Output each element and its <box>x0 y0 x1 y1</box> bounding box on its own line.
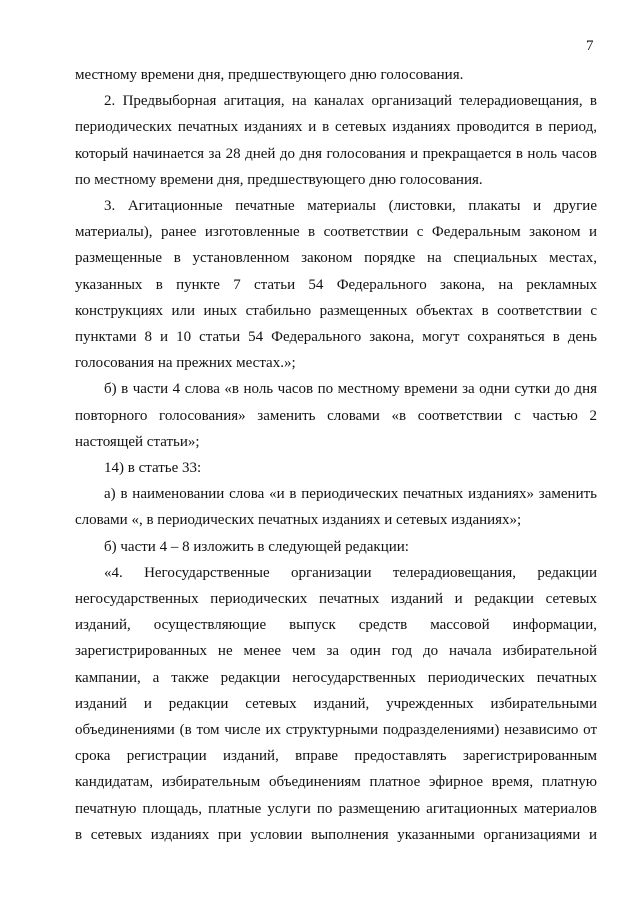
text-line: пунктами 8 и 10 статьи 54 Федерального закона, могут сохраняться в день <box>75 329 597 345</box>
text-line: негосударственных периодических печатных изданий и редакции сетевых <box>75 591 597 607</box>
text-line: 2. Предвыборная агитация, на каналах организаций телерадиовещания, в <box>104 93 597 110</box>
text-line: 3. Агитационные печатные материалы (листовки, плакаты и другие <box>104 198 597 214</box>
text-line: местному времени дня, предшествующего дню голосования. <box>75 67 464 83</box>
text-line: кандидатам, избирательным объединениям платное эфирное время, платную <box>75 774 597 791</box>
text-line: объединениями (в том числе их структурными подразделениями) независимо от <box>75 722 597 738</box>
text-line: б) части 4 – 8 изложить в следующей редакции: <box>104 538 409 555</box>
text-line: «4. Негосударственные организации телерадиовещания, редакции <box>104 564 597 581</box>
text-line: в сетевых изданиях при условии выполнения указанными организациями и <box>75 826 597 843</box>
text-line: печатную площадь, платные услуги по размещению агитационных материалов <box>75 800 597 817</box>
text-line: указанных в пункте 7 статьи 54 Федерального закона, на рекламных <box>75 276 597 293</box>
text-line: конструкциях или иных стабильно размещенных объектах в соответствии с <box>75 302 597 319</box>
text-line: голосования на прежних местах.»; <box>75 355 296 372</box>
text-line: изданий, осуществляющие выпуск средств массовой информации, <box>75 617 597 634</box>
text-line: периодических печатных изданиях и в сетевых изданиях проводится в период, <box>75 119 597 136</box>
text-line: по местному времени дня, предшествующего дню голосования. <box>75 171 483 188</box>
text-line: словами «, в периодических печатных изданиях и сетевых изданиях»; <box>75 512 522 529</box>
text-line: 14) в статье 33: <box>104 460 202 476</box>
text-line: размещенные в установленном законом порядке на специальных местах, <box>75 250 597 267</box>
text-line: а) в наименовании слова «и в периодических печатных изданиях» заменить <box>104 486 597 503</box>
text-line: материалы), ранее изготовленные в соответствии с Федеральным законом и <box>75 224 597 241</box>
text-line: повторного голосования» заменить словами «в соответствии с частью 2 <box>75 407 597 424</box>
text-line: б) в части 4 слова «в ноль часов по местному времени за одни сутки до дня <box>104 381 597 398</box>
text-line: зарегистрированных не менее чем за один год до начала избирательной <box>75 643 597 660</box>
text-line: который начинается за 28 дней до дня голосования и прекращается в ноль часов <box>75 145 597 162</box>
text-line: настоящей статьи»; <box>75 433 200 450</box>
text-line: срока регистрации изданий, вправе предоставлять зарегистрированным <box>75 748 597 765</box>
text-line: изданий и редакции сетевых изданий, учрежденных избирательными <box>75 695 597 712</box>
page-number: 7 <box>586 38 594 54</box>
text-line: кампании, а также редакции негосударственных периодических печатных <box>75 669 597 686</box>
